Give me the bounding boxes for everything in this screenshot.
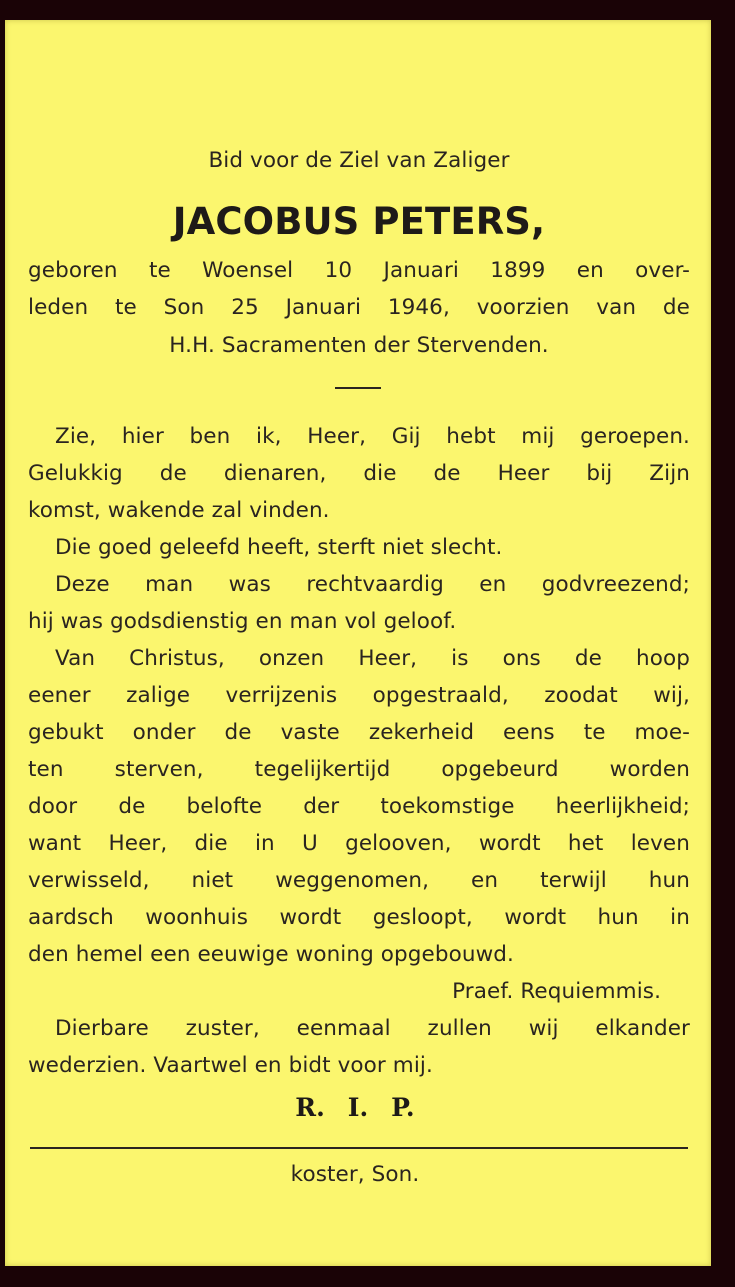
bio-line: leden te Son 25 Januari 1946, voorzien van de [28, 295, 690, 320]
footer-text: koster, Son. [290, 1162, 420, 1187]
bio-line: H.H. Sacramenten der Stervenden. [169, 333, 549, 358]
text-line: gebukt onder de vaste zekerheid eens te moe- [28, 720, 690, 745]
text-line: Zie, hier ben ik, Heer, Gij hebt mij geroepen. [55, 424, 690, 449]
text-line: aardsch woonhuis wordt gesloopt, wordt hun in [28, 905, 690, 930]
text-line: komst, wakende zal vinden. [28, 498, 330, 523]
rip-closing: R. I. P. [295, 1093, 415, 1122]
deceased-name: JACOBUS PETERS, [172, 200, 546, 243]
text-line: ten sterven, tegelijkertijd opgebeurd worden [28, 757, 690, 782]
memorial-card [5, 20, 711, 1266]
footer-divider [30, 1147, 688, 1149]
text-line: Die goed geleefd heeft, sterft niet slecht. [55, 535, 503, 560]
text-line: want Heer, die in U gelooven, wordt het leven [28, 831, 690, 856]
section-divider [335, 387, 381, 389]
text-line: wederzien. Vaartwel en bidt voor mij. [28, 1053, 433, 1078]
text-line: hij was godsdienstig en man vol geloof. [28, 609, 457, 634]
text-line: door de belofte der toekomstige heerlijkheid; [28, 794, 690, 819]
citation: Praef. Requiemmis. [452, 979, 661, 1004]
text-line: den hemel een eeuwige woning opgebouwd. [28, 942, 514, 967]
text-line: verwisseld, niet weggenomen, en terwijl hun [28, 868, 690, 893]
invocation-text: Bid voor de Ziel van Zaliger [208, 148, 510, 173]
bio-line: geboren te Woensel 10 Januari 1899 en over- [28, 258, 690, 283]
text-line: eener zalige verrijzenis opgestraald, zoodat wij, [28, 683, 690, 708]
text-line: Van Christus, onzen Heer, is ons de hoop [55, 646, 690, 671]
text-line: Deze man was rechtvaardig en godvreezend; [55, 572, 690, 597]
text-line: Dierbare zuster, eenmaal zullen wij elkander [55, 1016, 690, 1041]
text-line: Gelukkig de dienaren, die de Heer bij Zijn [28, 461, 690, 486]
